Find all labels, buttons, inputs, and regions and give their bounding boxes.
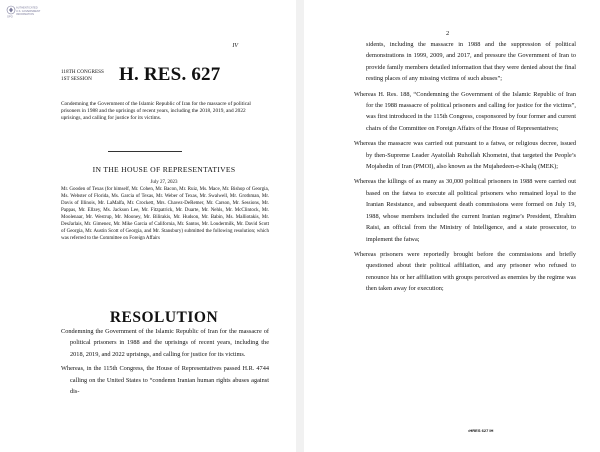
page-gutter [296, 0, 304, 452]
sponsors-paragraph: Mr. Gooden of Texas (for himself, Mr. Cohen, Mr. Bacon, Mr. Ruiz, Ms. Mace, Mr. Bishop of Georgia, Ms. Webster of Florida, Ms. Garcia of Texas, Mr. Weber of Texas, Mr. Swalwell, Mr. Grothman, Mr. Davis of Illinois, Mr. LaMalfa, Mr. Crockett, Mrs. Chavez-DeRemer, Mr. Carson, Mr. Sessions, Mr. Pappas, Mr. Ellzey, Ms. Jackson Lee, Mr. Fitzpatrick, Mr. Duarte, Mr. Nehls, Mr. McClintock, Mr. Moolenaar, Mr. Westrup, Mr. Mooney, Mr. Bilirakis, Mr. Hudson, Mr. Babin, Ms. Malliotakis, Mr. DesJarlais, Mr. Gimenez, Mr. Mike Garcia of California, Mr. Santos, Mr. Loudermilk, Mr. David Scott of Georgia, Mr. Austin Scott of Georgia, and Mr. Stansbury) submitted the following resolution; which was referred to the Committee on Foreign Affairs [61, 187, 269, 241]
bill-caption: Condemning the Government of the Islamic Republic of Iran for the massacre of political prisoners in 1988 and the uprisings of recent years, including the 2018, 2019, and 2022 uprisings, and calling for justice for its victims. [61, 101, 251, 121]
svg-text:INFORMATION: INFORMATION [16, 13, 34, 16]
svg-text:AUTHENTICATED: AUTHENTICATED [16, 6, 38, 10]
session-label: 1ST SESSION [61, 76, 92, 82]
resolution-title-paragraph: Condemning the Government of the Islamic Republic of Iran for the massacre of political prisoners in 1988 and the uprisings of recent years, including the 2018, 2019, and 2022 uprisings, and calling for justice for its victims. [61, 328, 269, 358]
page-roman-numeral: IV [232, 43, 238, 49]
introduction-date: July 27, 2023 [150, 180, 178, 185]
resolution-heading: RESOLUTION [109, 309, 219, 326]
separator-rule [108, 151, 182, 152]
bill-number: H. RES. 627 [119, 64, 221, 85]
svg-text:GPO: GPO [7, 15, 13, 19]
page-number: 2 [446, 30, 450, 37]
whereas-paragraph: Whereas, in the 115th Congress, the House of Representatives passed H.R. 4744 calling on the United States to “condemn Iranian human rights abuses against dis- [61, 365, 269, 396]
resolution-body-left [61, 326, 269, 400]
gpo-seal-icon [6, 4, 41, 19]
resolution-body-right [354, 39, 576, 299]
page-footer: •HRES 627 IH [468, 428, 494, 433]
whereas-paragraph: Whereas H. Res. 188, “Condemning the Government of the Islamic Republic of Iran for the 1988 massacre of political prisoners and calling for justice for the victims”, was first introduced in the 115th Congress, cosponsored by four former and current chairs of the Committee on Foreign Affairs of the House of Representatives; [354, 90, 576, 132]
svg-text:U.S. GOVERNMENT: U.S. GOVERNMENT [16, 9, 41, 13]
page-2 [304, 0, 600, 452]
continued-paragraph: sidents, including the massacre in 1988 and the suppression of political demonstrations in 1999, 2009, and 2017, and pressure the Government of Iran to provide family members detailed information that they were denied about the final resting places of any missing victims of such abuses”; [366, 41, 576, 83]
page-1 [0, 0, 296, 452]
whereas-paragraph: Whereas prisoners were reportedly brought before the commissions and briefly questioned about their political affiliation, and any prisoner who refused to renounce his or her affiliation with groups perceived as enemies by the regime was then taken away for execution; [354, 250, 576, 293]
congress-label: 118TH CONGRESS [61, 69, 104, 75]
whereas-paragraph: Whereas the massacre was carried out pursuant to a fatwa, or religious decree, issued by then-Supreme Leader Ayatollah Ruhollah Khomeini, that targeted the People’s Mojahedin of Iran (PMOI), also known as the Mujahedeen-e-Khalq (MEK); [354, 140, 576, 171]
congress-session-block [61, 69, 104, 83]
whereas-paragraph: Whereas the killings of as many as 30,000 political prisoners in 1988 were carried out based on the fatwa to execute all political prisoners who remained loyal to the Iranian Resistance, and subsequent death commissions were formed on July 19, 1988, whose members included the current Iranian regime’s President, Ebrahim Raisi, an official from the Ministry of Intelligence, and a state prosecutor, to implement the fatwa; [354, 178, 576, 243]
house-heading: IN THE HOUSE OF REPRESENTATIVES [92, 165, 236, 174]
